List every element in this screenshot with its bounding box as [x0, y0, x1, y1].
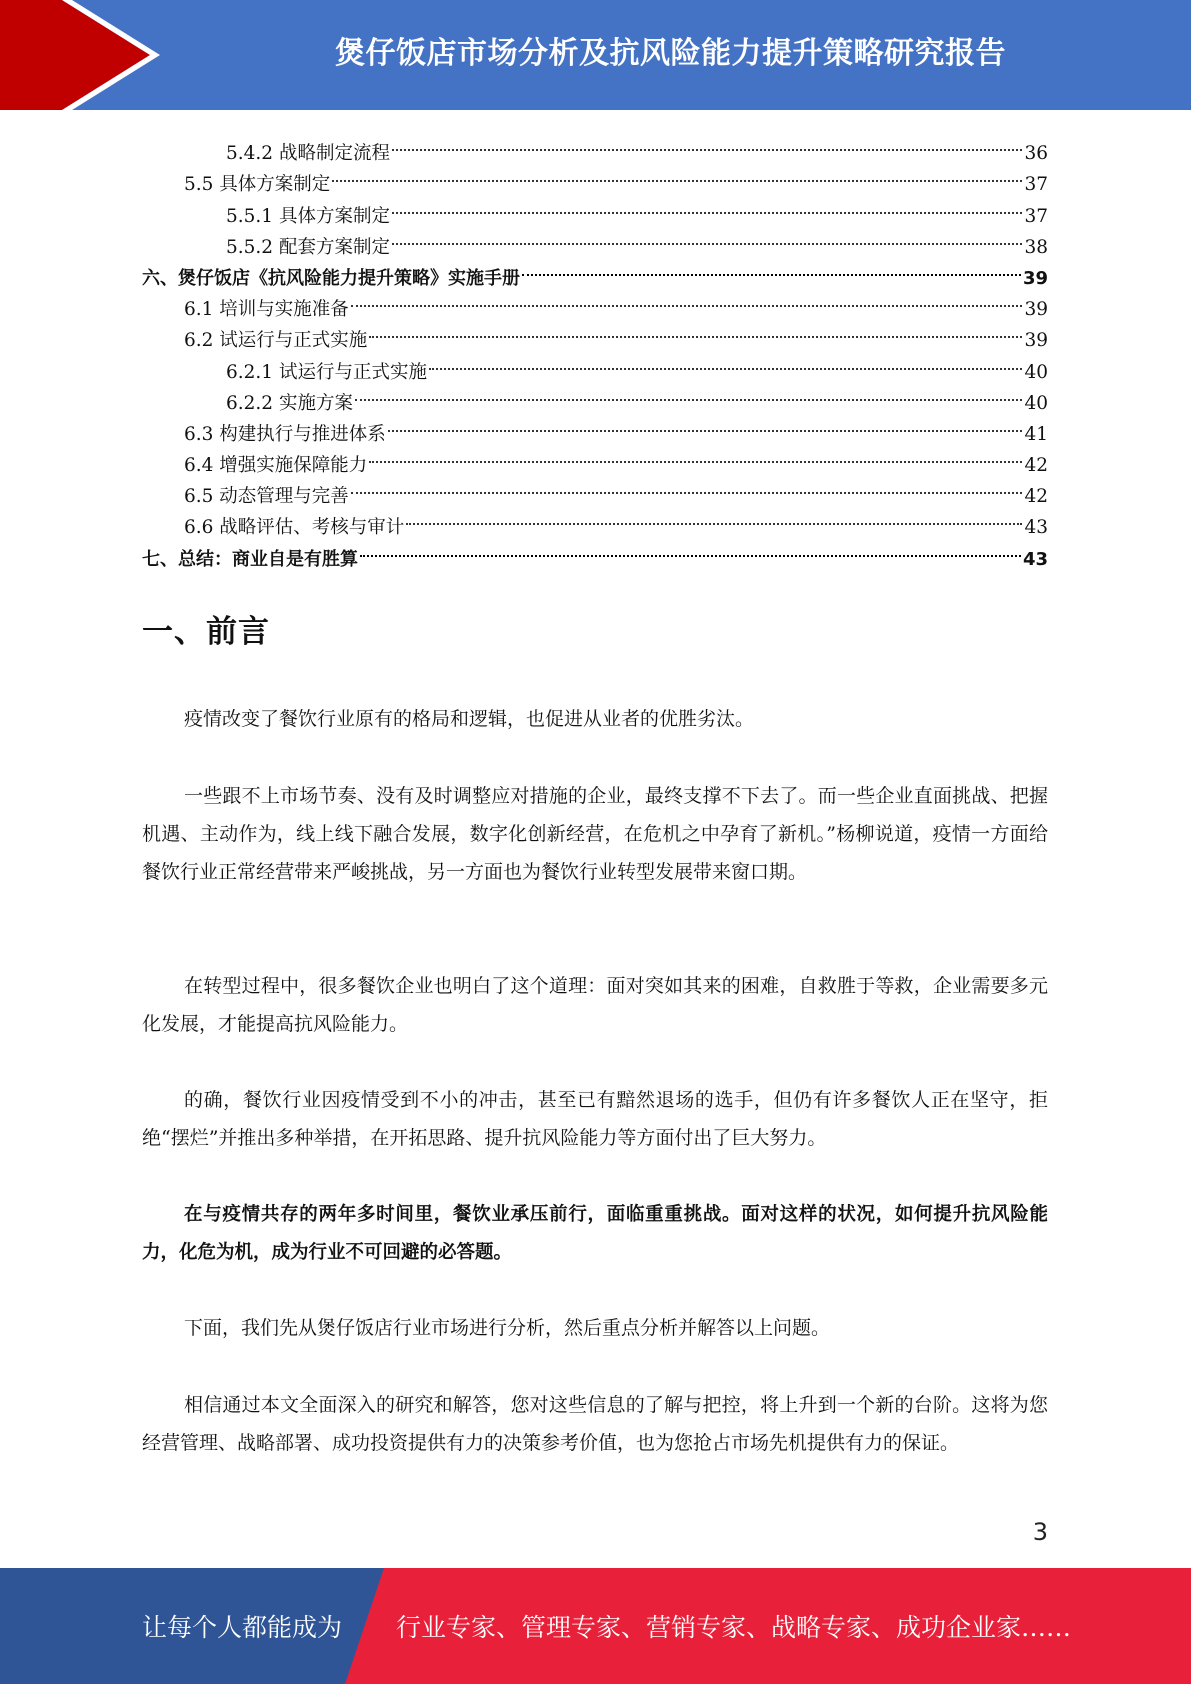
report-title: 煲仔饭店市场分析及抗风险能力提升策略研究报告: [335, 36, 1006, 71]
toc-entry-title: 6.3 构建执行与推进体系: [184, 423, 386, 445]
footer-slogan-right: 行业专家、管理专家、营销专家、战略专家、成功企业家……: [396, 1613, 1072, 1642]
toc-entry-page: 40: [1024, 392, 1048, 414]
toc-entry-page: 37: [1024, 205, 1048, 227]
toc-dot-leader: [369, 315, 1022, 346]
toc-entry-title: 6.2.2 实施方案: [226, 392, 353, 414]
toc-entry-title: 5.4.2 战略制定流程: [226, 143, 390, 165]
toc-dot-leader: [351, 284, 1023, 315]
toc-dot-leader: [369, 440, 1022, 471]
toc-entry-page: 43: [1024, 517, 1048, 539]
toc-entry-page: 42: [1024, 486, 1048, 508]
toc-dot-leader: [392, 222, 1022, 253]
toc-entry-page: 39: [1024, 330, 1048, 352]
paragraph-2: 一些跟不上市场节奏、没有及时调整应对措施的企业，最终支撑不下去了。而一些企业直面挑战、把握机遇、主动作为，线上线下融合发展，数字化创新经营，在危机之中孕育了新机。”杨柳说道，疫情一方面给餐饮行业正常经营带来严峻挑战，另一方面也为餐饮行业转型发展带来窗口期。: [142, 785, 1048, 883]
toc-entry-page: 36: [1024, 143, 1048, 165]
footer-slogan-left: 让每个人都能成为: [142, 1613, 343, 1642]
toc-dot-leader: [332, 159, 1022, 190]
paragraph-7: 相信通过本文全面深入的研究和解答，您对这些信息的了解与把控，将上升到一个新的台阶。这将为您经营管理、战略部署、成功投资提供有力的决策参考价值，也为您抢占市场先机提供有力的保证。: [142, 1394, 1048, 1454]
paragraph-4: 的确，餐饮行业因疫情受到不小的冲击，甚至已有黯然退场的选手，但仍有许多餐饮人正在坚守，拒绝“摆烂”并推出多种举措，在开拓思路、提升抗风险能力等方面付出了巨大努力。: [142, 1089, 1048, 1149]
toc-entry-title: 6.5 动态管理与完善: [184, 486, 349, 508]
section-heading: 一、前言: [142, 614, 270, 650]
toc-entry-title: 七、总结：商业自是有胜算: [142, 548, 358, 570]
toc-entry-title: 6.2 试运行与正式实施: [184, 330, 368, 352]
paragraph-1: 疫情改变了餐饮行业原有的格局和逻辑，也促进从业者的优胜劣汰。: [184, 708, 755, 730]
toc-entry-title: 5.5 具体方案制定: [184, 174, 331, 196]
toc-dot-leader: [406, 502, 1022, 533]
toc-entry-page: 38: [1024, 236, 1048, 258]
toc-dot-leader: [392, 190, 1022, 221]
toc-entry-title: 6.4 增强实施保障能力: [184, 455, 368, 477]
footer-banner: [0, 1568, 1191, 1684]
toc-entry-page: 43: [1022, 548, 1048, 570]
toc-entry-title: 6.6 战略评估、考核与审计: [184, 517, 405, 539]
toc-entry-page: 39: [1024, 299, 1048, 321]
toc-entry-title: 六、煲仔饭店《抗风险能力提升策略》实施手册: [142, 267, 520, 289]
toc-entry-title: 6.2.1 试运行与正式实施: [226, 361, 427, 383]
toc-dot-leader: [392, 128, 1022, 159]
toc-entry-page: 41: [1024, 423, 1048, 445]
page-number: 3: [1032, 1518, 1048, 1546]
paragraph-5-emphasis: 在与疫情共存的两年多时间里，餐饮业承压前行，面临重重挑战。面对这样的状况，如何提升抗风险能力，化危为机，成为行业不可回避的必答题。: [142, 1204, 1048, 1263]
toc-dot-leader: [388, 409, 1023, 440]
toc-entry-page: 40: [1024, 361, 1048, 383]
paragraph-6: 下面，我们先从煲仔饭店行业市场进行分析，然后重点分析并解答以上问题。: [184, 1317, 831, 1339]
header-banner: [0, 0, 1191, 110]
toc-dot-leader: [429, 346, 1022, 377]
toc-dot-leader: [351, 471, 1023, 502]
toc-entry-title: 5.5.2 配套方案制定: [226, 236, 390, 258]
paragraph-3: 在转型过程中，很多餐饮企业也明白了这个道理：面对突如其来的困难，自救胜于等救，企业需要多元化发展，才能提高抗风险能力。: [142, 975, 1048, 1035]
toc-entry[interactable]: [142, 128, 1048, 165]
toc-dot-leader: [355, 378, 1023, 409]
table-of-contents: [142, 128, 1048, 570]
toc-entry-page: 39: [1022, 267, 1048, 289]
toc-dot-leader: [522, 253, 1021, 284]
toc-entry-title: 5.5.1 具体方案制定: [226, 205, 390, 227]
toc-entry-title: 6.1 培训与实施准备: [184, 299, 349, 321]
toc-dot-leader: [360, 533, 1021, 564]
toc-entry-page: 37: [1024, 174, 1048, 196]
toc-entry-page: 42: [1024, 455, 1048, 477]
